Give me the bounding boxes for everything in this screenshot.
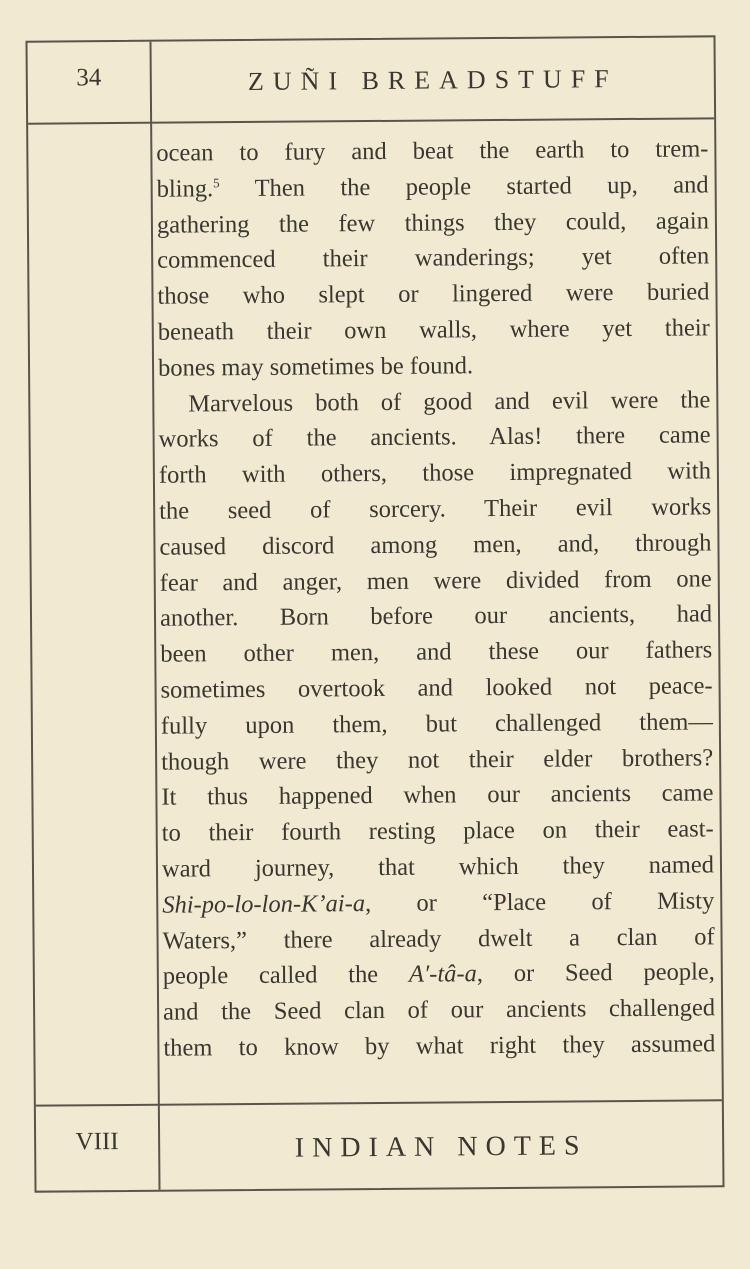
text-segment: the seed of sorcery. Their evil works (159, 493, 712, 525)
text-segment: Marvelous both of good and evil were the (188, 385, 711, 418)
text-segment: ocean to fury and beat the earth to trem- (156, 135, 709, 167)
text-line (162, 811, 714, 851)
text-segment: ward journey, that which they named (161, 851, 715, 883)
text-line (159, 489, 711, 529)
italic-term: Shi-po-lo-lon-K’ai-a (162, 889, 366, 919)
text-line (162, 919, 714, 959)
text-line (158, 382, 710, 422)
text-line (160, 561, 712, 601)
text-segment: It thus happened when our ancients came (161, 779, 714, 812)
italic-term: A′-tâ-a (408, 960, 477, 989)
page-number: 34 (76, 64, 102, 92)
series-title: INDIAN NOTES (294, 1130, 588, 1164)
text-line (158, 346, 710, 386)
text-line (157, 167, 709, 207)
footnote-ref: 5 (213, 175, 220, 191)
text-segment: and the Seed clan of our ancients challenged (163, 994, 716, 1026)
text-segment: caused discord among men, and, through (159, 529, 712, 561)
text-line (160, 633, 712, 673)
text-segment: them to know by what right they assumed (163, 1030, 716, 1062)
page-frame (25, 35, 724, 1192)
text-segment: people called the (162, 961, 410, 991)
text-line (163, 990, 715, 1030)
text-segment: , or Seed people, (476, 958, 715, 988)
text-segment: to their fourth resting place on their east- (161, 815, 714, 847)
text-line (163, 955, 715, 995)
text-segment: sometimes overtook and looked not peace- (160, 672, 713, 704)
text-line (162, 847, 714, 887)
text-segment: those who slept or lingered were buried (157, 278, 710, 310)
text-segment: bones may sometimes be found. (157, 352, 474, 382)
text-segment: fear and anger, men were divided from one (159, 564, 712, 597)
text-line (163, 1026, 715, 1066)
text-segment: beneath their own walls, where yet their (157, 314, 710, 346)
text-line (157, 275, 709, 315)
text-segment: gathering the few things they could, again (156, 206, 710, 239)
volume-number: VIII (75, 1128, 119, 1156)
text-segment: Then the people started up, and (219, 171, 709, 203)
text-line (159, 525, 711, 565)
text-segment: works of the ancients. Alas! there came (158, 421, 711, 454)
text-line (160, 668, 712, 708)
text-segment: been other men, and these our fathers (160, 636, 713, 668)
running-footer (36, 1099, 723, 1190)
text-segment: fully upon them, but challenged them— (160, 708, 713, 740)
running-header (28, 37, 715, 124)
text-segment: , or “Place of Misty (364, 887, 715, 917)
text-line (159, 454, 711, 494)
text-line (158, 310, 710, 350)
text-line (158, 418, 710, 458)
text-segment: Waters,” there already dwelt a clan of (162, 922, 715, 955)
text-segment: forth with others, those impregnated with (158, 457, 711, 489)
text-segment: bling. (156, 175, 214, 203)
text-line (157, 203, 709, 243)
text-line (161, 704, 713, 744)
text-segment: another. Born before our ancients, had (159, 600, 713, 633)
text-line (160, 597, 712, 637)
text-segment: commenced their wanderings; yet often (157, 242, 710, 275)
body-text (156, 131, 715, 1066)
text-line (161, 740, 713, 780)
text-segment: though were they not their elder brothers? (161, 743, 714, 776)
text-line (157, 239, 709, 279)
running-title: ZUÑI BREADSTUFF (247, 64, 618, 96)
text-line (156, 131, 708, 171)
text-line (162, 883, 714, 923)
text-line (161, 776, 713, 816)
